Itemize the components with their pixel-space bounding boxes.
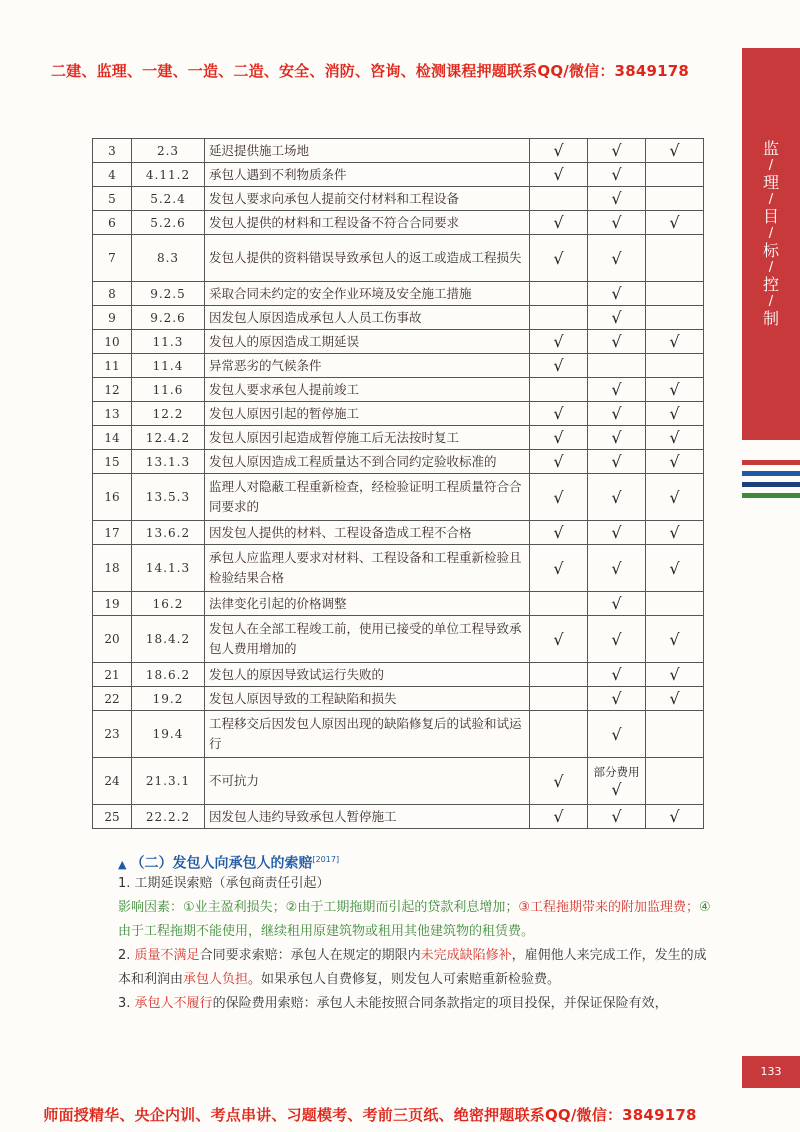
check-mark: √ <box>669 380 680 399</box>
table-row <box>93 616 704 663</box>
check-mark: √ <box>611 665 622 684</box>
table-row <box>93 378 704 402</box>
table-row <box>93 235 704 282</box>
top-banner: 二建、监理、一建、一造、二造、安全、消防、咨询、检测课程押题联系QQ/微信：3849178 <box>50 62 690 80</box>
check-mark: √ <box>553 523 564 542</box>
check-mark: √ <box>611 487 622 507</box>
row-number: 20 <box>93 616 132 663</box>
row-number: 11 <box>93 354 132 378</box>
table-row <box>93 663 704 687</box>
check-cell <box>588 163 646 187</box>
sidebar-separator: / <box>768 192 774 207</box>
check-mark: √ <box>553 165 564 184</box>
check-cell <box>646 211 704 235</box>
check-mark: √ <box>669 523 680 542</box>
sidebar-separator: / <box>768 158 774 173</box>
row-number: 12 <box>93 378 132 402</box>
sidebar-char: 控 <box>762 275 779 294</box>
check-cell <box>530 616 588 663</box>
check-mark: √ <box>611 308 622 327</box>
check-cell <box>530 687 588 711</box>
clause-number: 11.6 <box>132 378 205 402</box>
table-row <box>93 592 704 616</box>
table-row <box>93 450 704 474</box>
check-cell <box>530 402 588 426</box>
claim-description: 因发包人提供的材料、工程设备造成工程不合格 <box>205 521 530 545</box>
page-number: 133 <box>742 1056 800 1088</box>
check-cell <box>588 545 646 592</box>
clause-number: 4.11.2 <box>132 163 205 187</box>
row-number: 25 <box>93 805 132 829</box>
check-mark: √ <box>669 332 680 351</box>
check-cell <box>530 187 588 211</box>
check-cell <box>530 426 588 450</box>
check-cell <box>646 474 704 521</box>
clause-number: 13.5.3 <box>132 474 205 521</box>
check-mark: √ <box>669 689 680 708</box>
row-number: 19 <box>93 592 132 616</box>
clause-number: 11.4 <box>132 354 205 378</box>
check-cell <box>530 663 588 687</box>
check-mark: √ <box>669 404 680 423</box>
paragraph-1: 1. 工期延误索赔（承包商责任引起） <box>118 876 330 891</box>
stripe <box>742 460 800 465</box>
check-mark: √ <box>611 284 622 303</box>
table-row <box>93 139 704 163</box>
check-mark: √ <box>611 189 622 208</box>
row-number: 6 <box>93 211 132 235</box>
clause-number: 12.4.2 <box>132 426 205 450</box>
check-mark: √ <box>611 165 622 184</box>
table-row <box>93 711 704 758</box>
check-cell <box>646 545 704 592</box>
check-cell <box>646 805 704 829</box>
check-mark: √ <box>553 141 564 160</box>
check-cell <box>530 545 588 592</box>
table-row <box>93 330 704 354</box>
stripe <box>742 493 800 498</box>
check-mark: √ <box>611 807 622 826</box>
check-cell <box>530 378 588 402</box>
claim-description: 发包人原因引起的暂停施工 <box>205 402 530 426</box>
sidebar-separator: / <box>768 260 774 275</box>
claim-description: 承包人应监理人要求对材料、工程设备和工程重新检验且检验结果合格 <box>205 545 530 592</box>
check-cell <box>530 306 588 330</box>
check-mark: √ <box>611 523 622 542</box>
check-cell <box>588 687 646 711</box>
table-row <box>93 306 704 330</box>
row-number: 13 <box>93 402 132 426</box>
check-mark: √ <box>611 213 622 232</box>
check-cell <box>646 139 704 163</box>
check-cell <box>588 711 646 758</box>
stripe <box>742 482 800 487</box>
check-mark: √ <box>669 558 680 578</box>
check-mark: √ <box>611 594 622 613</box>
check-cell <box>646 354 704 378</box>
table-row <box>93 521 704 545</box>
check-cell <box>530 711 588 758</box>
sidebar-chapter-tab <box>742 48 800 440</box>
clause-number: 19.4 <box>132 711 205 758</box>
check-cell <box>588 474 646 521</box>
clause-number: 22.2.2 <box>132 805 205 829</box>
check-cell <box>530 163 588 187</box>
check-cell <box>530 282 588 306</box>
check-cell <box>588 663 646 687</box>
paragraph-3: 2. 质量不满足合同要求索赔：承包人在规定的期限内未完成缺陷修补，雇佣他人来完成工作，发生的成本和利润由承包人负担。如果承包人自费修复，则发包人可索赔重新检验费。 <box>118 948 707 987</box>
table-row <box>93 758 704 805</box>
clause-number: 9.2.5 <box>132 282 205 306</box>
check-mark: √ <box>669 141 680 160</box>
check-mark: √ <box>611 689 622 708</box>
row-number: 24 <box>93 758 132 805</box>
check-cell <box>588 805 646 829</box>
table-row <box>93 163 704 187</box>
check-cell <box>530 354 588 378</box>
check-mark: √ <box>611 428 622 447</box>
row-number: 21 <box>93 663 132 687</box>
check-cell <box>646 450 704 474</box>
claim-description: 发包人原因引起造成暂停施工后无法按时复工 <box>205 426 530 450</box>
check-mark: √ <box>611 452 622 471</box>
partial-cost-note: 部分费用 <box>593 764 640 779</box>
row-number: 18 <box>93 545 132 592</box>
check-cell <box>530 805 588 829</box>
table-row <box>93 687 704 711</box>
check-cell <box>646 330 704 354</box>
table-row <box>93 402 704 426</box>
claim-description: 因发包人原因造成承包人人员工伤事故 <box>205 306 530 330</box>
check-cell <box>588 306 646 330</box>
check-mark: √ <box>669 487 680 507</box>
table-row <box>93 474 704 521</box>
check-cell <box>588 378 646 402</box>
check-mark: √ <box>669 213 680 232</box>
bottom-banner: 师面授精华、央企内训、考点串讲、习题模考、考前三页纸、绝密押题联系QQ/微信：3849178 <box>43 1106 697 1124</box>
row-number: 17 <box>93 521 132 545</box>
table-row <box>93 354 704 378</box>
check-cell <box>646 402 704 426</box>
clause-number: 5.2.6 <box>132 211 205 235</box>
check-cell <box>646 235 704 282</box>
clause-number: 21.3.1 <box>132 758 205 805</box>
check-cell <box>646 426 704 450</box>
check-cell <box>646 616 704 663</box>
sidebar-separator: / <box>768 226 774 241</box>
claim-description: 发包人在全部工程竣工前，使用已接受的单位工程导致承包人费用增加的 <box>205 616 530 663</box>
clause-number: 19.2 <box>132 687 205 711</box>
check-cell <box>588 402 646 426</box>
clause-number: 8.3 <box>132 235 205 282</box>
clause-number: 18.4.2 <box>132 616 205 663</box>
check-cell <box>646 282 704 306</box>
check-cell <box>588 426 646 450</box>
check-mark: √ <box>553 332 564 351</box>
check-cell <box>588 354 646 378</box>
check-cell <box>530 758 588 805</box>
check-mark: √ <box>553 248 564 268</box>
check-cell <box>530 330 588 354</box>
check-cell <box>588 330 646 354</box>
check-cell <box>588 521 646 545</box>
table-row <box>93 211 704 235</box>
check-mark: √ <box>611 404 622 423</box>
check-cell <box>588 282 646 306</box>
clause-number: 12.2 <box>132 402 205 426</box>
sidebar-separator: / <box>768 294 774 309</box>
check-cell <box>588 450 646 474</box>
check-cell <box>588 758 646 805</box>
table-row <box>93 282 704 306</box>
check-mark: √ <box>669 452 680 471</box>
claim-description: 延迟提供施工场地 <box>205 139 530 163</box>
check-cell <box>588 616 646 663</box>
claim-description: 发包人提供的材料和工程设备不符合合同要求 <box>205 211 530 235</box>
claim-description: 发包人要求承包人提前竣工 <box>205 378 530 402</box>
clause-number: 2.3 <box>132 139 205 163</box>
row-number: 14 <box>93 426 132 450</box>
check-mark: √ <box>611 779 622 799</box>
check-cell <box>646 306 704 330</box>
table-row <box>93 187 704 211</box>
check-cell <box>530 211 588 235</box>
sidebar-char: 制 <box>762 309 779 328</box>
claim-description: 工程移交后因发包人原因出现的缺陷修复后的试验和试运行 <box>205 711 530 758</box>
check-cell <box>646 521 704 545</box>
table-row <box>93 545 704 592</box>
row-number: 8 <box>93 282 132 306</box>
check-mark: √ <box>553 452 564 471</box>
check-mark: √ <box>553 356 564 375</box>
check-cell <box>588 187 646 211</box>
sidebar-char: 目 <box>762 207 779 226</box>
check-mark: √ <box>669 665 680 684</box>
claim-description: 因发包人违约导致承包人暂停施工 <box>205 805 530 829</box>
claim-description: 采取合同未约定的安全作业环境及安全施工措施 <box>205 282 530 306</box>
check-mark: √ <box>553 404 564 423</box>
check-cell <box>588 592 646 616</box>
stripe <box>742 471 800 476</box>
claim-description: 法律变化引起的价格调整 <box>205 592 530 616</box>
row-number: 9 <box>93 306 132 330</box>
check-mark: √ <box>611 558 622 578</box>
row-number: 4 <box>93 163 132 187</box>
claims-table <box>92 138 704 829</box>
claim-description: 监理人对隐蔽工程重新检查，经检验证明工程质量符合合同要求的 <box>205 474 530 521</box>
check-mark: √ <box>611 248 622 268</box>
check-cell <box>530 521 588 545</box>
check-cell <box>530 474 588 521</box>
color-stripes <box>742 460 800 504</box>
year-tag: [2017] <box>312 855 340 864</box>
check-cell <box>646 663 704 687</box>
row-number: 22 <box>93 687 132 711</box>
check-cell <box>530 450 588 474</box>
check-cell <box>530 139 588 163</box>
check-mark: √ <box>611 724 622 744</box>
row-number: 7 <box>93 235 132 282</box>
check-mark: √ <box>553 807 564 826</box>
check-mark: √ <box>611 380 622 399</box>
paragraph-4: 3. 承包人不履行的保险费用索赔：承包人未能按照合同条款指定的项目投保，并保证保险有效， <box>118 996 668 1011</box>
clause-number: 13.1.3 <box>132 450 205 474</box>
clause-number: 16.2 <box>132 592 205 616</box>
check-cell <box>646 378 704 402</box>
clause-number: 11.3 <box>132 330 205 354</box>
check-mark: √ <box>553 771 564 791</box>
check-mark: √ <box>611 332 622 351</box>
claim-description: 发包人提供的资料错误导致承包人的返工或造成工程损失 <box>205 235 530 282</box>
check-cell <box>646 687 704 711</box>
row-number: 10 <box>93 330 132 354</box>
section-heading: ▲ （二）发包人向承包人的索赔[2017] <box>118 855 340 872</box>
sidebar-char: 标 <box>762 241 779 260</box>
clause-number: 14.1.3 <box>132 545 205 592</box>
clause-number: 9.2.6 <box>132 306 205 330</box>
row-number: 3 <box>93 139 132 163</box>
row-number: 15 <box>93 450 132 474</box>
clause-number: 5.2.4 <box>132 187 205 211</box>
check-cell <box>588 211 646 235</box>
check-cell <box>588 235 646 282</box>
claim-description: 发包人的原因导致试运行失败的 <box>205 663 530 687</box>
table-row <box>93 805 704 829</box>
sidebar-char: 监 <box>762 139 779 158</box>
check-cell <box>646 187 704 211</box>
check-mark: √ <box>553 487 564 507</box>
claim-description: 发包人的原因造成工期延误 <box>205 330 530 354</box>
check-mark: √ <box>553 629 564 649</box>
row-number: 5 <box>93 187 132 211</box>
claim-description: 发包人原因导致的工程缺陷和损失 <box>205 687 530 711</box>
claim-description: 不可抗力 <box>205 758 530 805</box>
check-cell <box>530 235 588 282</box>
claim-description: 异常恶劣的气候条件 <box>205 354 530 378</box>
check-cell <box>530 592 588 616</box>
triangle-icon: ▲ <box>118 857 127 871</box>
check-mark: √ <box>553 558 564 578</box>
table-row <box>93 426 704 450</box>
check-cell <box>646 592 704 616</box>
row-number: 16 <box>93 474 132 521</box>
sidebar-char: 理 <box>762 173 779 192</box>
check-mark: √ <box>553 428 564 447</box>
claim-description: 发包人原因造成工程质量达不到合同约定验收标准的 <box>205 450 530 474</box>
check-mark: √ <box>611 141 622 160</box>
check-mark: √ <box>669 629 680 649</box>
claim-description: 承包人遇到不利物质条件 <box>205 163 530 187</box>
clause-number: 13.6.2 <box>132 521 205 545</box>
check-mark: √ <box>669 807 680 826</box>
clause-number: 18.6.2 <box>132 663 205 687</box>
check-cell <box>646 163 704 187</box>
check-cell <box>646 758 704 805</box>
paragraph-2: 影响因素：①业主盈利损失；②由于工期拖期而引起的贷款利息增加；③工程拖期带来的附加监理费；④由于工程拖期不能使用，继续租用原建筑物或租用其他建筑物的租赁费。 <box>118 900 711 939</box>
check-mark: √ <box>611 629 622 649</box>
check-cell <box>646 711 704 758</box>
check-cell <box>588 139 646 163</box>
check-mark: √ <box>553 213 564 232</box>
check-mark: √ <box>669 428 680 447</box>
claim-description: 发包人要求向承包人提前交付材料和工程设备 <box>205 187 530 211</box>
row-number: 23 <box>93 711 132 758</box>
